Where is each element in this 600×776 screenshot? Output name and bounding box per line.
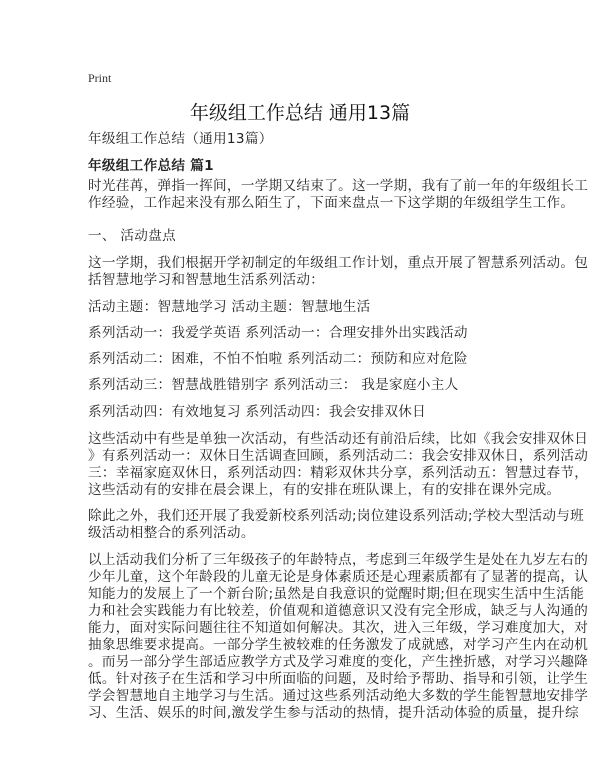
paragraph-line: 这些活动有的安排在晨会课上，有的安排在班队课上，有的安排在课外完成。 [88, 482, 561, 498]
paragraph-line: 》有系列活动一：双休日生活调查回顾，系列活动二：我会安排双休日，系列活动 [88, 448, 589, 464]
section-heading: 年级组工作总结 篇1 [88, 158, 214, 174]
paragraph-line: 除此之外，我们还开展了我爱新校系列活动;岗位建设系列活动;学校大型活动与班 [88, 508, 585, 524]
paragraph-line: 。而另一部分学生部适应教学方式及学习难度的变化，产生挫折感，对学习兴趣降 [88, 654, 589, 670]
paragraph-line: 系列活动三：智慧战胜错别字 系列活动三： 我是家庭小主人 [88, 377, 459, 393]
paragraph-line: 以上活动我们分析了三年级孩子的年龄特点，考虑到三年级学生是处在九岁左右的 [88, 552, 589, 568]
document-subtitle: 年级组工作总结（通用13篇） [88, 131, 273, 147]
paragraph-line: 系列活动二：困难，不怕不怕啦 系列活动二：预防和应对危险 [88, 351, 468, 367]
paragraph-line: 级活动相整合的系列活动。 [88, 525, 255, 541]
paragraph-line: 作经验，工作起来没有那么陌生了，下面来盘点一下这学期的年级组学生工作。 [88, 195, 575, 211]
paragraph-line: 能力，面对实际问题往往不知道如何解决。其次，进入三年级，学习难度加大，对 [88, 620, 589, 636]
paragraph-line: 系列活动一：我爱学英语 系列活动一：合理安排外出实践活动 [88, 325, 468, 341]
paragraph-line: 活动主题：智慧地学习 活动主题：智慧地生活 [88, 299, 371, 315]
paragraph-line: 抽象思维要求提高。一部分学生被较难的任务激发了成就感，对学习产生内在动机 [88, 637, 589, 653]
paragraph-line: 知能力的发展上了一个新台阶;虽然是自我意识的觉醒时期;但在现实生活中生活能 [88, 586, 585, 602]
paragraph-line: 力和社会实践能力有比较差，价值观和道德意识又没有完全形成，缺乏与人沟通的 [88, 603, 589, 619]
paragraph-line: 学会智慧地自主地学习与生活。通过这些系列活动绝大多数的学生能智慧地安排学 [88, 688, 589, 704]
paragraph-line: 这一学期，我们根据开学初制定的年级组工作计划，重点开展了智慧系列活动。包 [88, 255, 589, 271]
paragraph-line: 这些活动中有些是单独一次活动，有些活动还有前沿后续，比如《我会安排双休日 [88, 431, 589, 447]
paragraph-line: 少年儿童，这个年龄段的儿童无论是身体素质还是心理素质都有了显著的提高，认 [88, 569, 589, 585]
paragraph-line: 低。针对孩子在生活和学习中所面临的问题，及时给予帮助、指导和引领，让学生 [88, 671, 589, 687]
paragraph-line: 括智慧地学习和智慧地生活系列活动： [88, 272, 325, 288]
paragraph-line: 三：幸福家庭双休日，系列活动四：精彩双休共分享，系列活动五：智慧过春节， [88, 465, 589, 481]
paragraph-line: 时光荏苒，弹指一挥间，一学期又结束了。这一学期，我有了前一年的年级组长工 [88, 178, 589, 194]
paragraph-line: 一、 活动盘点 [88, 228, 176, 244]
paragraph-line: 习、生活、娱乐的时间,激发学生参与活动的热情，提升活动体验的质量，提升综 [88, 705, 579, 721]
print-label: Print [88, 71, 112, 85]
paragraph-line: 系列活动四：有效地复习 系列活动四：我会安排双休日 [88, 404, 427, 420]
page-title: 年级组工作总结 通用13篇 [189, 102, 411, 124]
